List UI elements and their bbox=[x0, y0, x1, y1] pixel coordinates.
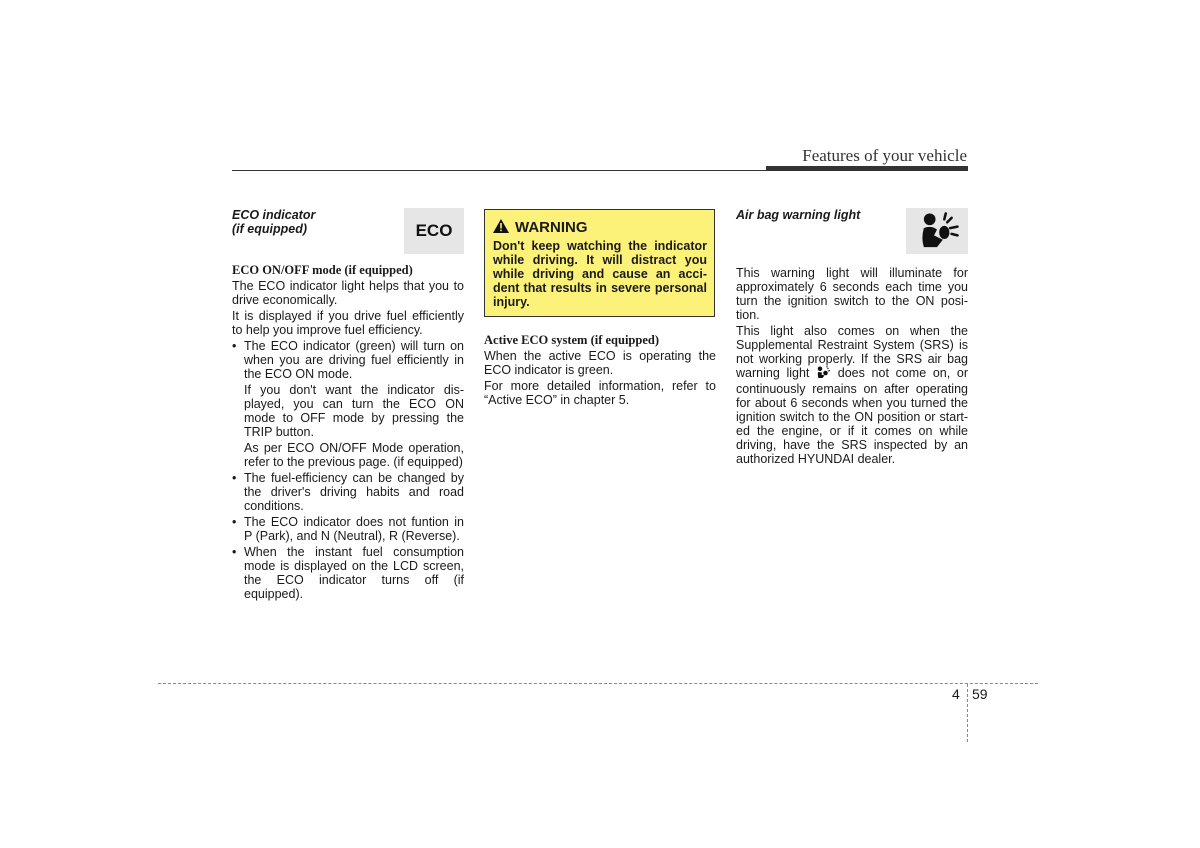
bullet-text: The ECO indicator (green) will turn on when you are driving fuel efficiently in the ECO ON mode. bbox=[244, 339, 464, 381]
list-item bbox=[232, 339, 464, 381]
header-bar bbox=[766, 166, 968, 171]
airbag-para-2 bbox=[736, 324, 968, 466]
bullet-continuation: If you don't want the indicator dis-played, you can turn the ECO ON mode to OFF mode by pressing the TRIP button. bbox=[244, 383, 464, 439]
footer-vertical-rule bbox=[967, 684, 968, 742]
bullet-text: The fuel-efficiency can be changed by the driver's driving habits and road conditions. bbox=[244, 471, 464, 513]
list-item bbox=[232, 545, 464, 601]
airbag-para-2a: This light also comes on when the Supplemental Restraint System (SRS) is not working properly. If the SRS air bag warning light bbox=[736, 324, 968, 380]
active-eco-para-2: For more detailed information, refer to “Active ECO” in chapter 5. bbox=[484, 379, 716, 407]
bullet-text: When the instant fuel consumption mode is displayed on the LCD screen, the ECO indicator turns off (if equipped). bbox=[244, 545, 464, 601]
airbag-warning-icon bbox=[906, 208, 968, 254]
page-chapter: 4 bbox=[952, 686, 960, 702]
airbag-section-title: Air bag warning light bbox=[736, 208, 861, 222]
warning-box bbox=[484, 209, 715, 317]
list-item bbox=[232, 515, 464, 543]
airbag-warning-inline-icon bbox=[816, 366, 831, 382]
eco-indicator-icon: ECO bbox=[404, 208, 464, 254]
bullet-text: The ECO indicator does not funtion in P (Park), and N (Neutral), R (Reverse). bbox=[244, 515, 464, 543]
warning-header bbox=[493, 219, 707, 237]
eco-onoff-subhead: ECO ON/OFF mode (if equipped) bbox=[232, 263, 413, 277]
eco-para-2: It is displayed if you drive fuel efficiently to help you improve fuel efficiency. bbox=[232, 309, 464, 337]
eco-title-line2: (if equipped) bbox=[232, 222, 307, 236]
eco-para-1: The ECO indicator light helps that you to drive economically. bbox=[232, 279, 464, 307]
eco-title-line1: ECO indicator bbox=[232, 208, 316, 222]
list-item bbox=[232, 471, 464, 513]
airbag-para-1: This warning light will illuminate for approximately 6 seconds each time you turn the ignition switch to the ON posi-tion. bbox=[736, 266, 968, 322]
active-eco-subhead: Active ECO system (if equipped) bbox=[484, 333, 659, 347]
eco-bullet-list-2 bbox=[232, 471, 464, 601]
header-title: Features of your vehicle bbox=[802, 146, 967, 165]
page-number: 59 bbox=[972, 686, 988, 702]
warning-text: Don't keep watching the indicator while driving. It will distract you while driving and cause an acci-dent that results in severe personal injury. bbox=[493, 239, 707, 309]
warning-triangle-icon bbox=[493, 219, 509, 237]
active-eco-para-1: When the active ECO is operating the ECO indicator is green. bbox=[484, 349, 716, 377]
warning-title: WARNING bbox=[515, 219, 588, 236]
eco-bullet-list bbox=[232, 339, 464, 381]
eco-section-title bbox=[232, 208, 392, 236]
footer-dashed-rule bbox=[158, 683, 1038, 684]
airbag-para-2b: does not come on, or continuously remains on after operating for about 6 seconds when you turned the ignition switch to the ON position or start-ed the engine, or if it comes on while driving, have the SRS inspected by an authorized HYUNDAI dealer. bbox=[736, 366, 969, 466]
left-column bbox=[232, 208, 464, 603]
bullet-continuation: As per ECO ON/OFF Mode operation, refer to the previous page. (if equipped) bbox=[244, 441, 464, 469]
middle-column bbox=[484, 333, 716, 409]
